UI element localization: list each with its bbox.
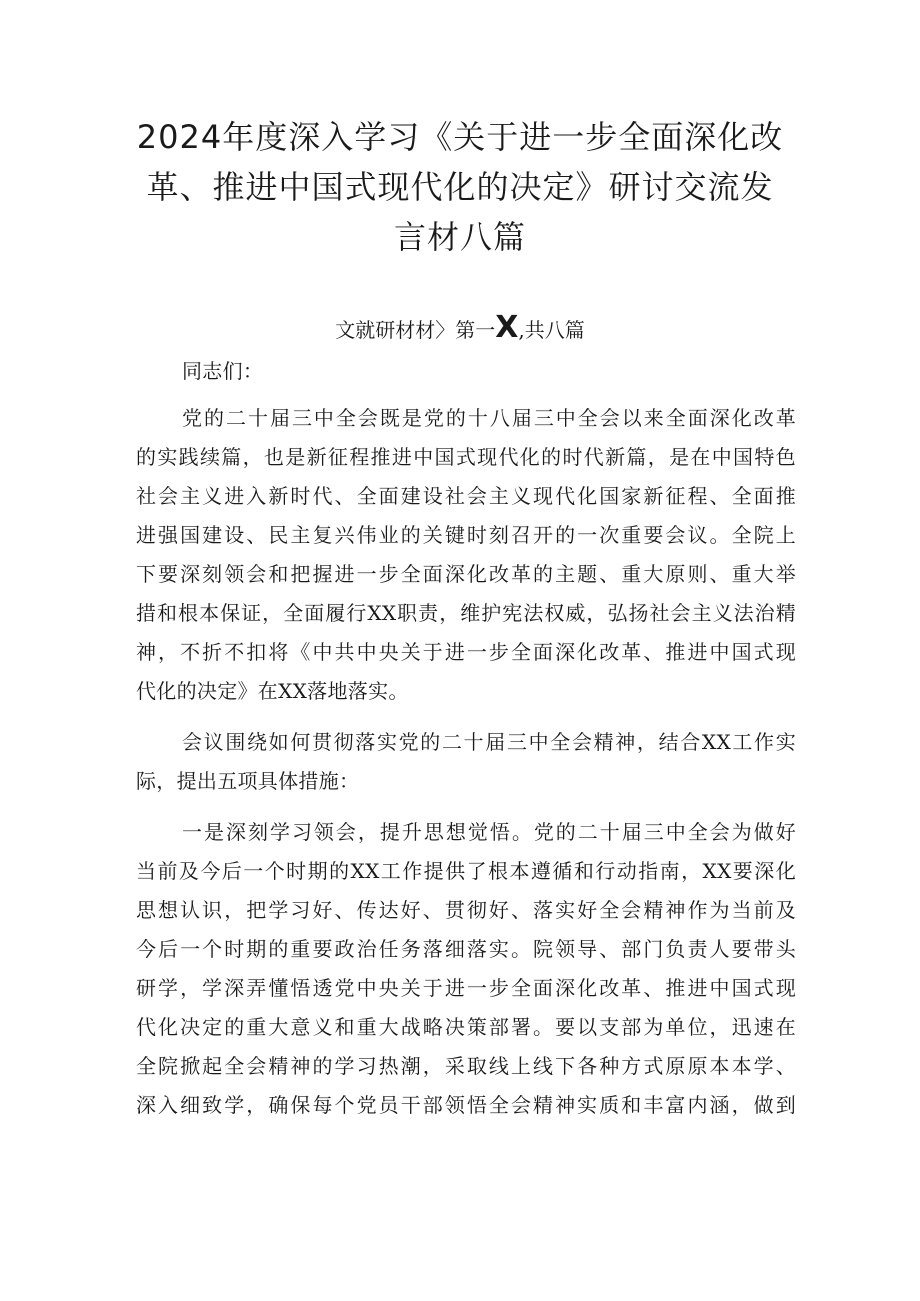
paragraph-line: 深入细致学，确保每个党员干部领悟全会精神实质和丰富内涵，做到 (136, 1093, 796, 1117)
document-title (120, 112, 800, 262)
paragraph-line: 代化决定的重大意义和重大战略决策部署。要以支部为单位，迅速在 (136, 1015, 796, 1039)
title-line: 言材八篇 (393, 218, 526, 256)
paragraph-line: 全院掀起全会精神的学习热潮，采取线上线下各种方式原原本本学、 (136, 1054, 796, 1078)
paragraph-1 (136, 399, 796, 711)
paragraph-line: 际，提出五项具体措施： (136, 769, 360, 793)
document-body (136, 352, 796, 1125)
paragraph-line: 社会主义进入新时代、全面建设社会主义现代化国家新征程、全面推 (136, 484, 796, 508)
paragraph-3 (136, 813, 796, 1125)
paragraph-line: 党的二十届三中全会既是党的十八届三中全会以来全面深化改革 (182, 406, 796, 430)
subtitle-prefix: 文就研材材〉第一 (335, 318, 496, 342)
paragraph-line: 进强国建设、民主复兴伟业的关键时刻召开的一次重要会议。全院上 (136, 523, 796, 547)
paragraph-line: 一是深刻学习领会，提升思想觉悟。党的二十届三中全会为做好 (182, 820, 796, 844)
paragraph-line: 措和根本保证，全面履行XX职责，维护宪法权威，弘扬社会主义法治精 (136, 601, 796, 625)
paragraph-line: 今后一个时期的重要政治任务落细落实。院领导、部门负责人要带头 (136, 937, 796, 961)
title-line: 2024年度深入学习《关于进一步全面深化改 (136, 118, 784, 156)
title-line: 革、推进中国式现代化的决定》研讨交流发 (146, 168, 774, 206)
paragraph-2 (136, 723, 796, 801)
salutation: 同志们： (182, 359, 264, 383)
paragraph-line: 思想认识，把学习好、传达好、贯彻好、落实好全会精神作为当前及 (136, 898, 796, 922)
paragraph-line: 代化的决定》在XX落地落实。 (136, 679, 409, 703)
paragraph-line: 当前及今后一个时期的XX工作提供了根本遵循和行动指南，XX要深化 (136, 859, 796, 883)
paragraph-line: 研学，学深弄懂悟透党中央关于进一步全面深化改革、推进中国式现 (136, 976, 796, 1000)
subtitle-suffix: ,共八篇 (518, 318, 585, 342)
paragraph-line: 的实践续篇，也是新征程推进中国式现代化的时代新篇，是在中国特色 (136, 445, 796, 469)
paragraph-line: 下要深刻领会和把握进一步全面深化改革的主题、重大原则、重大举 (136, 562, 796, 586)
paragraph-line: 神，不折不扣将《中共中央关于进一步全面深化改革、推进中国式现 (136, 640, 796, 664)
paragraph-line: 会议围绕如何贯彻落实党的二十届三中全会精神，结合XX工作实 (182, 730, 796, 754)
subtitle-number: X (495, 310, 519, 345)
document-subtitle (120, 310, 800, 348)
